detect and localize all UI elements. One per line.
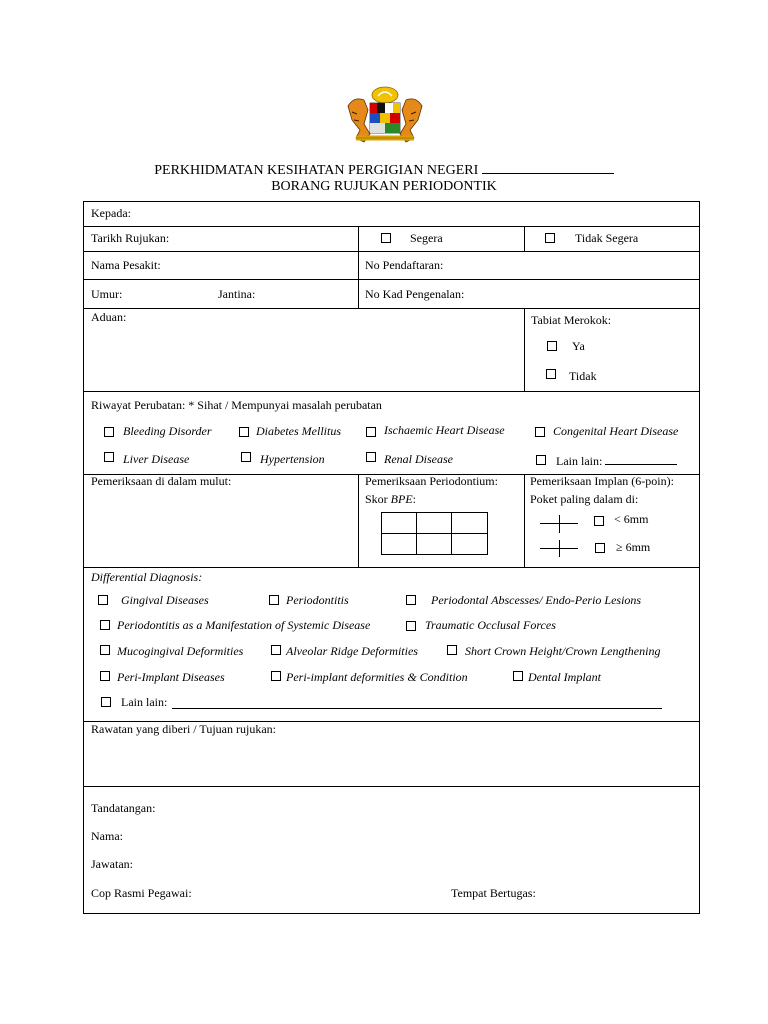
congenital-heart-checkbox[interactable] — [535, 427, 545, 437]
umur-label: Umur: — [91, 287, 123, 301]
kepada-label: Kepada: — [91, 206, 131, 220]
coat-of-arms-emblem — [342, 84, 428, 146]
periodontitis-systemic-label: Periodontitis as a Manifestation of Systemic Disease — [117, 618, 371, 632]
jantina-label: Jantina: — [218, 287, 256, 301]
tabiat-merokok-label: Tabiat Merokok: — [531, 313, 612, 327]
periodontitis-label: Periodontitis — [286, 593, 349, 607]
short-crown-checkbox[interactable] — [447, 645, 457, 655]
jawatan-label: Jawatan: — [91, 857, 133, 871]
periodontitis-checkbox[interactable] — [269, 595, 279, 605]
peri-implant-deformities-label: Peri-implant deformities & Condition — [286, 670, 468, 684]
aduan-label: Aduan: — [91, 310, 127, 324]
peri-implant-diseases-label: Peri-Implant Diseases — [117, 670, 225, 684]
poket-ge6-label: ≥ 6mm — [616, 540, 651, 554]
short-crown-label: Short Crown Height/Crown Lengthening — [465, 644, 661, 658]
ischaemic-heart-label: Ischaemic Heart Disease — [384, 423, 505, 437]
renal-disease-label: Renal Disease — [384, 452, 453, 466]
cop-rasmi-label: Cop Rasmi Pegawai: — [91, 886, 192, 900]
rawatan-label: Rawatan yang diberi / Tujuan rujukan: — [91, 722, 276, 736]
bleeding-disorder-checkbox[interactable] — [104, 427, 114, 437]
merokok-ya-label: Ya — [572, 339, 585, 353]
referral-form — [83, 201, 700, 914]
poket-lt6-label: < 6mm — [614, 512, 649, 526]
mucogingival-checkbox[interactable] — [100, 645, 110, 655]
nama-pesakit-label: Nama Pesakit: — [91, 258, 161, 272]
periodontal-abscesses-checkbox[interactable] — [406, 595, 416, 605]
diagnosis-lain-checkbox[interactable] — [101, 697, 111, 707]
differential-diagnosis-label: Differential Diagnosis: — [91, 570, 203, 584]
diabetes-mellitus-checkbox[interactable] — [239, 427, 249, 437]
riwayat-perubatan-label: Riwayat Perubatan: * Sihat / Mempunyai masalah perubatan — [91, 398, 382, 412]
riwayat-lain-blank[interactable] — [605, 452, 677, 465]
periodontitis-systemic-checkbox[interactable] — [100, 620, 110, 630]
poket-ge6-checkbox[interactable] — [595, 543, 605, 553]
renal-disease-checkbox[interactable] — [366, 452, 376, 462]
liver-disease-checkbox[interactable] — [104, 452, 114, 462]
segera-label: Segera — [410, 231, 443, 245]
alveolar-ridge-checkbox[interactable] — [271, 645, 281, 655]
pemeriksaan-periodontium-label: Pemeriksaan Periodontium: — [365, 474, 498, 488]
tidak-segera-checkbox[interactable] — [545, 233, 555, 243]
poket-lt6-checkbox[interactable] — [594, 516, 604, 526]
dental-implant-label: Dental Implant — [528, 670, 601, 684]
periodontal-abscesses-label: Periodontal Abscesses/ Endo-Perio Lesions — [431, 593, 642, 607]
traumatic-occlusal-checkbox[interactable] — [406, 621, 416, 631]
congenital-heart-label: Congenital Heart Disease — [553, 424, 679, 438]
gingival-diseases-label: Gingival Diseases — [121, 593, 209, 607]
riwayat-lain-label: Lain lain: — [556, 452, 677, 469]
hypertension-checkbox[interactable] — [241, 452, 251, 462]
ischaemic-heart-checkbox[interactable] — [366, 427, 376, 437]
tarikh-rujukan-label: Tarikh Rujukan: — [91, 231, 170, 245]
pemeriksaan-mulut-label: Pemeriksaan di dalam mulut: — [91, 474, 232, 488]
segera-checkbox[interactable] — [381, 233, 391, 243]
traumatic-occlusal-label: Traumatic Occlusal Forces — [425, 618, 556, 632]
riwayat-lain-checkbox[interactable] — [536, 455, 546, 465]
alveolar-ridge-label: Alveolar Ridge Deformities — [286, 644, 418, 658]
peri-implant-deformities-checkbox[interactable] — [271, 671, 281, 681]
hypertension-label: Hypertension — [260, 452, 325, 466]
nama-label: Nama: — [91, 829, 123, 843]
tandatangan-label: Tandatangan: — [91, 801, 156, 815]
tidak-segera-label: Tidak Segera — [575, 231, 639, 245]
no-pendaftaran-label: No Pendaftaran: — [365, 258, 444, 272]
form-title: BORANG RUJUKAN PERIODONTIK — [271, 179, 497, 194]
diabetes-mellitus-label: Diabetes Mellitus — [256, 424, 341, 438]
merokok-ya-checkbox[interactable] — [547, 341, 557, 351]
bpe-score-grid[interactable] — [381, 512, 489, 556]
gingival-diseases-checkbox[interactable] — [98, 595, 108, 605]
dental-implant-checkbox[interactable] — [513, 671, 523, 681]
state-name-blank[interactable] — [482, 161, 614, 174]
diagnosis-lain-blank[interactable] — [172, 696, 662, 709]
peri-implant-diseases-checkbox[interactable] — [100, 671, 110, 681]
no-kad-label: No Kad Pengenalan: — [365, 287, 465, 301]
bleeding-disorder-label: Bleeding Disorder — [123, 424, 212, 438]
mucogingival-label: Mucogingival Deformities — [117, 644, 244, 658]
header-title: PERKHIDMATAN KESIHATAN PERGIGIAN NEGERI — [154, 163, 479, 178]
diagnosis-lain-label: Lain lain: — [121, 695, 168, 709]
poket-label: Poket paling dalam di: — [530, 492, 639, 506]
merokok-tidak-checkbox[interactable] — [546, 369, 556, 379]
implant-site-diagram — [540, 513, 580, 557]
skor-bpe-label: Skor BPE: — [365, 492, 417, 506]
pemeriksaan-implan-label: Pemeriksaan Implan (6-poin): — [530, 474, 674, 488]
tempat-bertugas-label: Tempat Bertugas: — [451, 886, 536, 900]
liver-disease-label: Liver Disease — [123, 452, 190, 466]
merokok-tidak-label: Tidak — [569, 369, 597, 383]
